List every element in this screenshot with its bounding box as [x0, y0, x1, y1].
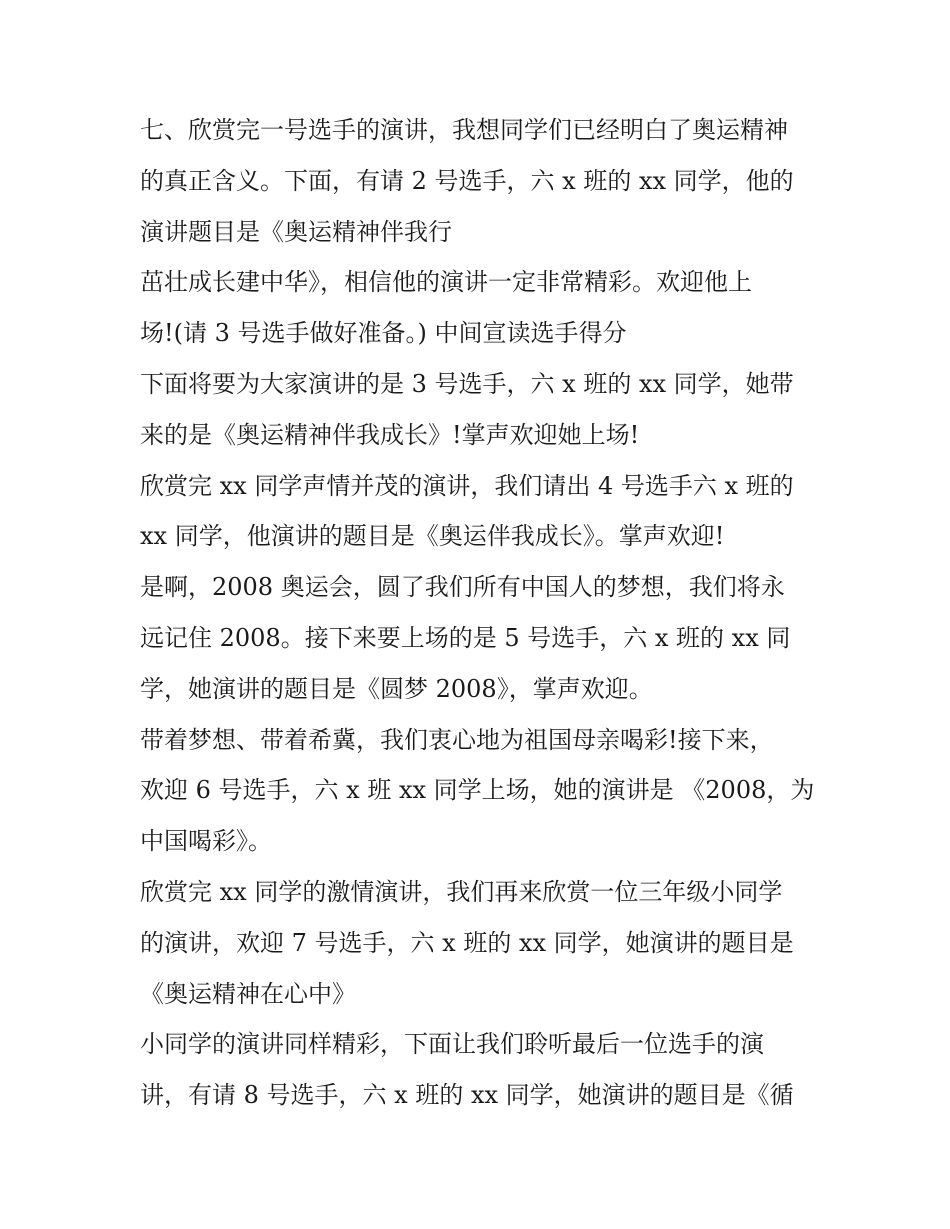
text-line: 欢迎 6 号选手，六 x 班 xx 同学上场，她的演讲是 《2008，为 [140, 776, 815, 805]
text-line: 小同学的演讲同样精彩，下面让我们聆听最后一位选手的演 [140, 1030, 764, 1059]
text-line: 带着梦想、带着希冀，我们衷心地为祖国母亲喝彩!接下来， [140, 725, 774, 754]
text-line: 的真正含义。下面，有请 2 号选手，六 x 班的 xx 同学，他的 [140, 166, 794, 195]
text-line: xx 同学，他演讲的题目是《奥运伴我成长》。掌声欢迎! [140, 522, 725, 551]
text-line: 中国喝彩》。 [140, 827, 272, 856]
text-line: 场!(请 3 号选手做好准备。) 中间宣读选手得分 [140, 319, 627, 348]
text-line: 《奥运精神在心中》 [140, 979, 356, 1008]
text-line: 欣赏完 xx 同学声情并茂的演讲，我们请出 4 号选手六 x 班的 [140, 471, 794, 500]
document-body [140, 105, 830, 1121]
text-line: 七、欣赏完一号选手的演讲，我想同学们已经明白了奥运精神 [140, 116, 788, 144]
text-line: 讲，有请 8 号选手，六 x 班的 xx 同学，她演讲的题目是《循 [140, 1081, 794, 1110]
text-line: 的演讲，欢迎 7 号选手，六 x 班的 xx 同学，她演讲的题目是 [140, 928, 794, 957]
text-line: 来的是《奥运精神伴我成长》!掌声欢迎她上场! [140, 420, 640, 449]
text-line: 下面将要为大家演讲的是 3 号选手，六 x 班的 xx 同学，她带 [140, 369, 794, 398]
text-line: 演讲题目是《奥运精神伴我行 [140, 217, 452, 246]
text-line: 欣赏完 xx 同学的激情演讲，我们再来欣赏一位三年级小同学 [140, 877, 783, 906]
text-line: 学，她演讲的题目是《圆梦 2008》，掌声欢迎。 [140, 674, 653, 703]
text-line: 远记住 2008。接下来要上场的是 5 号选手，六 x 班的 xx 同 [140, 623, 791, 652]
text-line: 是啊，2008 奥运会，圆了我们所有中国人的梦想，我们将永 [140, 573, 785, 602]
text-line: 茁壮成长建中华》，相信他的演讲一定非常精彩。欢迎他上 [140, 268, 752, 297]
